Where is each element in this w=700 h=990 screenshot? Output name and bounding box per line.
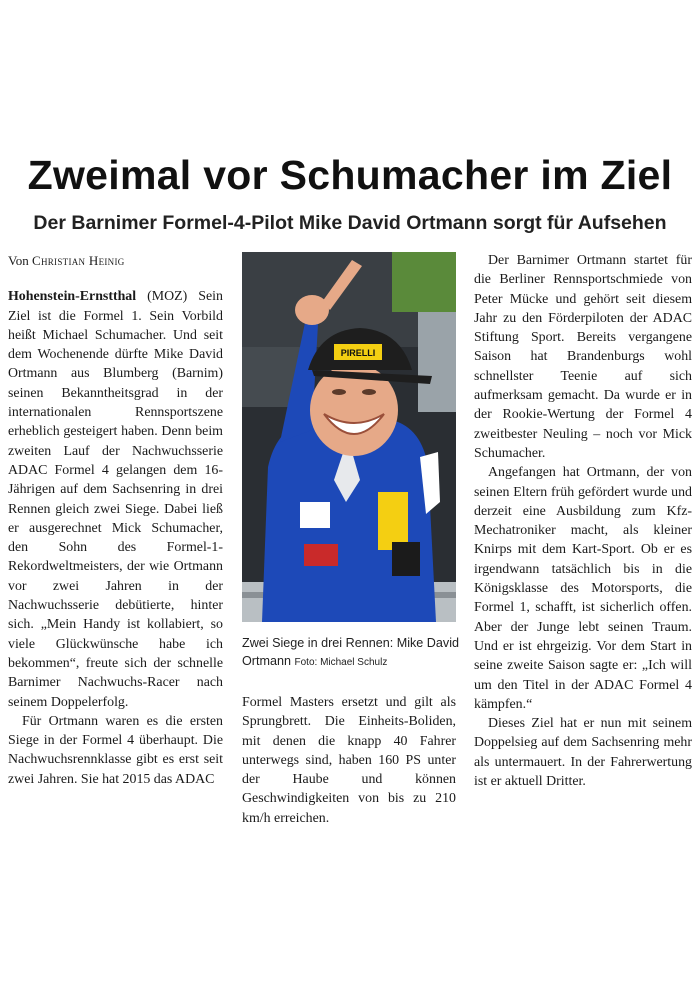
lead-paragraph bbox=[8, 287, 223, 712]
subheadline: Der Barnimer Formel-4-Pilot Mike David Ortmann sorgt für Aufsehen bbox=[33, 212, 667, 234]
photo-illustration bbox=[242, 252, 456, 622]
body-paragraph: Angefangen hat Ortmann, der von seinen Eltern früh gefördert wurde und derzeit eine Ausbildung zum Kfz-Mechatroniker macht, als kleiner Knirps mit dem Kart-Sport. Ob er es irgendwann tatsächlich bis in die Königsklasse des Motorsports, die Formel 1, schafft, ist sicherlich offen. Aber der Junge lebt seinen Traum. Und er ist ehrgeizig. Vor dem Start in seine zweite Saison sagte er: „Ich will um den Titel in der ADAC Formel 4 kämpfen.“ bbox=[474, 465, 692, 712]
caption-text: Zwei Siege in drei Rennen: Mike David Ortmann bbox=[242, 636, 459, 668]
article-column-2 bbox=[242, 693, 456, 828]
body-paragraph: Dieses Ziel hat er nun mit seinem Doppelsieg auf dem Sachsenring mehr als untermauert. In der Fahrerwertung ist er aktuell Dritter. bbox=[474, 716, 692, 790]
body-paragraph: Formel Masters ersetzt und gilt als Sprungbrett. Die Einheits-Boliden, mit denen die knapp 40 Fahrer unterwegs sind, haben 160 PS unter der Haube und können Geschwindigkeiten von bis zu 210 km/h erreichen. bbox=[242, 695, 456, 826]
dateline-source: (MOZ) bbox=[147, 289, 188, 305]
body-paragraph: Für Ortmann waren es die ersten Siege in der Formel 4 überhaupt. Die Nachwuchsrennklasse gibt es erst seit zwei Jahren. Sie hat 2015 das ADAC bbox=[8, 713, 223, 787]
byline bbox=[8, 251, 223, 270]
dateline: Hohenstein-Ernstthal bbox=[8, 289, 137, 305]
cap-brand-text: PIRELLI bbox=[340, 348, 376, 358]
article-column-1 bbox=[8, 251, 223, 789]
author-name: Christian Heinig bbox=[31, 253, 125, 268]
photo-caption bbox=[242, 634, 462, 672]
body-paragraph: Der Barnimer Ortmann startet für die Berliner Rennsportschmiede von Peter Mücke und gehört seit diesem Jahr zu den Förderpiloten der ADAC Stiftung Sport. Bereits vergangene Saison hat Brandenburgs wohl schnellster Teenie auf sich aufmerksam gemacht. Da wurde er in der Rookie-Wertung der Formel 4 zweitbester Neuling – noch vor Mick Schumacher. bbox=[474, 253, 692, 461]
article-photo bbox=[242, 252, 456, 622]
headline: Zweimal vor Schumacher im Ziel bbox=[27, 152, 673, 198]
byline-prefix: Von bbox=[8, 253, 29, 268]
photo-credit: Foto: Michael Schulz bbox=[294, 657, 388, 668]
body-text: Sein Ziel ist die Formel 1. Sein Vorbild heißt Michael Schumacher. Und seit dem Wochenende dürfte Mike David Ortmann aus Blumberg (Barnim) seinen Bekanntheitsgrad in der internationalen Rennsportszene erheblich gesteigert haben. Denn beim zweiten Lauf der Nachwuchsserie ADAC Formel 4 gelangen dem 16-Jährigen auf dem Sachsenring in drei Rennen gleich zwei Siege. Dabei ließ er ausgerechnet Mick Schumacher, den Sohn des Formel-1-Rekordweltmeisters, der wie Ortmann vor zwei Jahren in der Nachwuchsserie debütierte, hinter sich. „Mein Handy ist kollabiert, so viele Glückwünsche habe ich bekommen“, freute sich der schnelle Barnimer Nachwuchs-Racer nach seinem Doppelerfolg. bbox=[8, 289, 223, 710]
article-column-3 bbox=[474, 251, 692, 791]
